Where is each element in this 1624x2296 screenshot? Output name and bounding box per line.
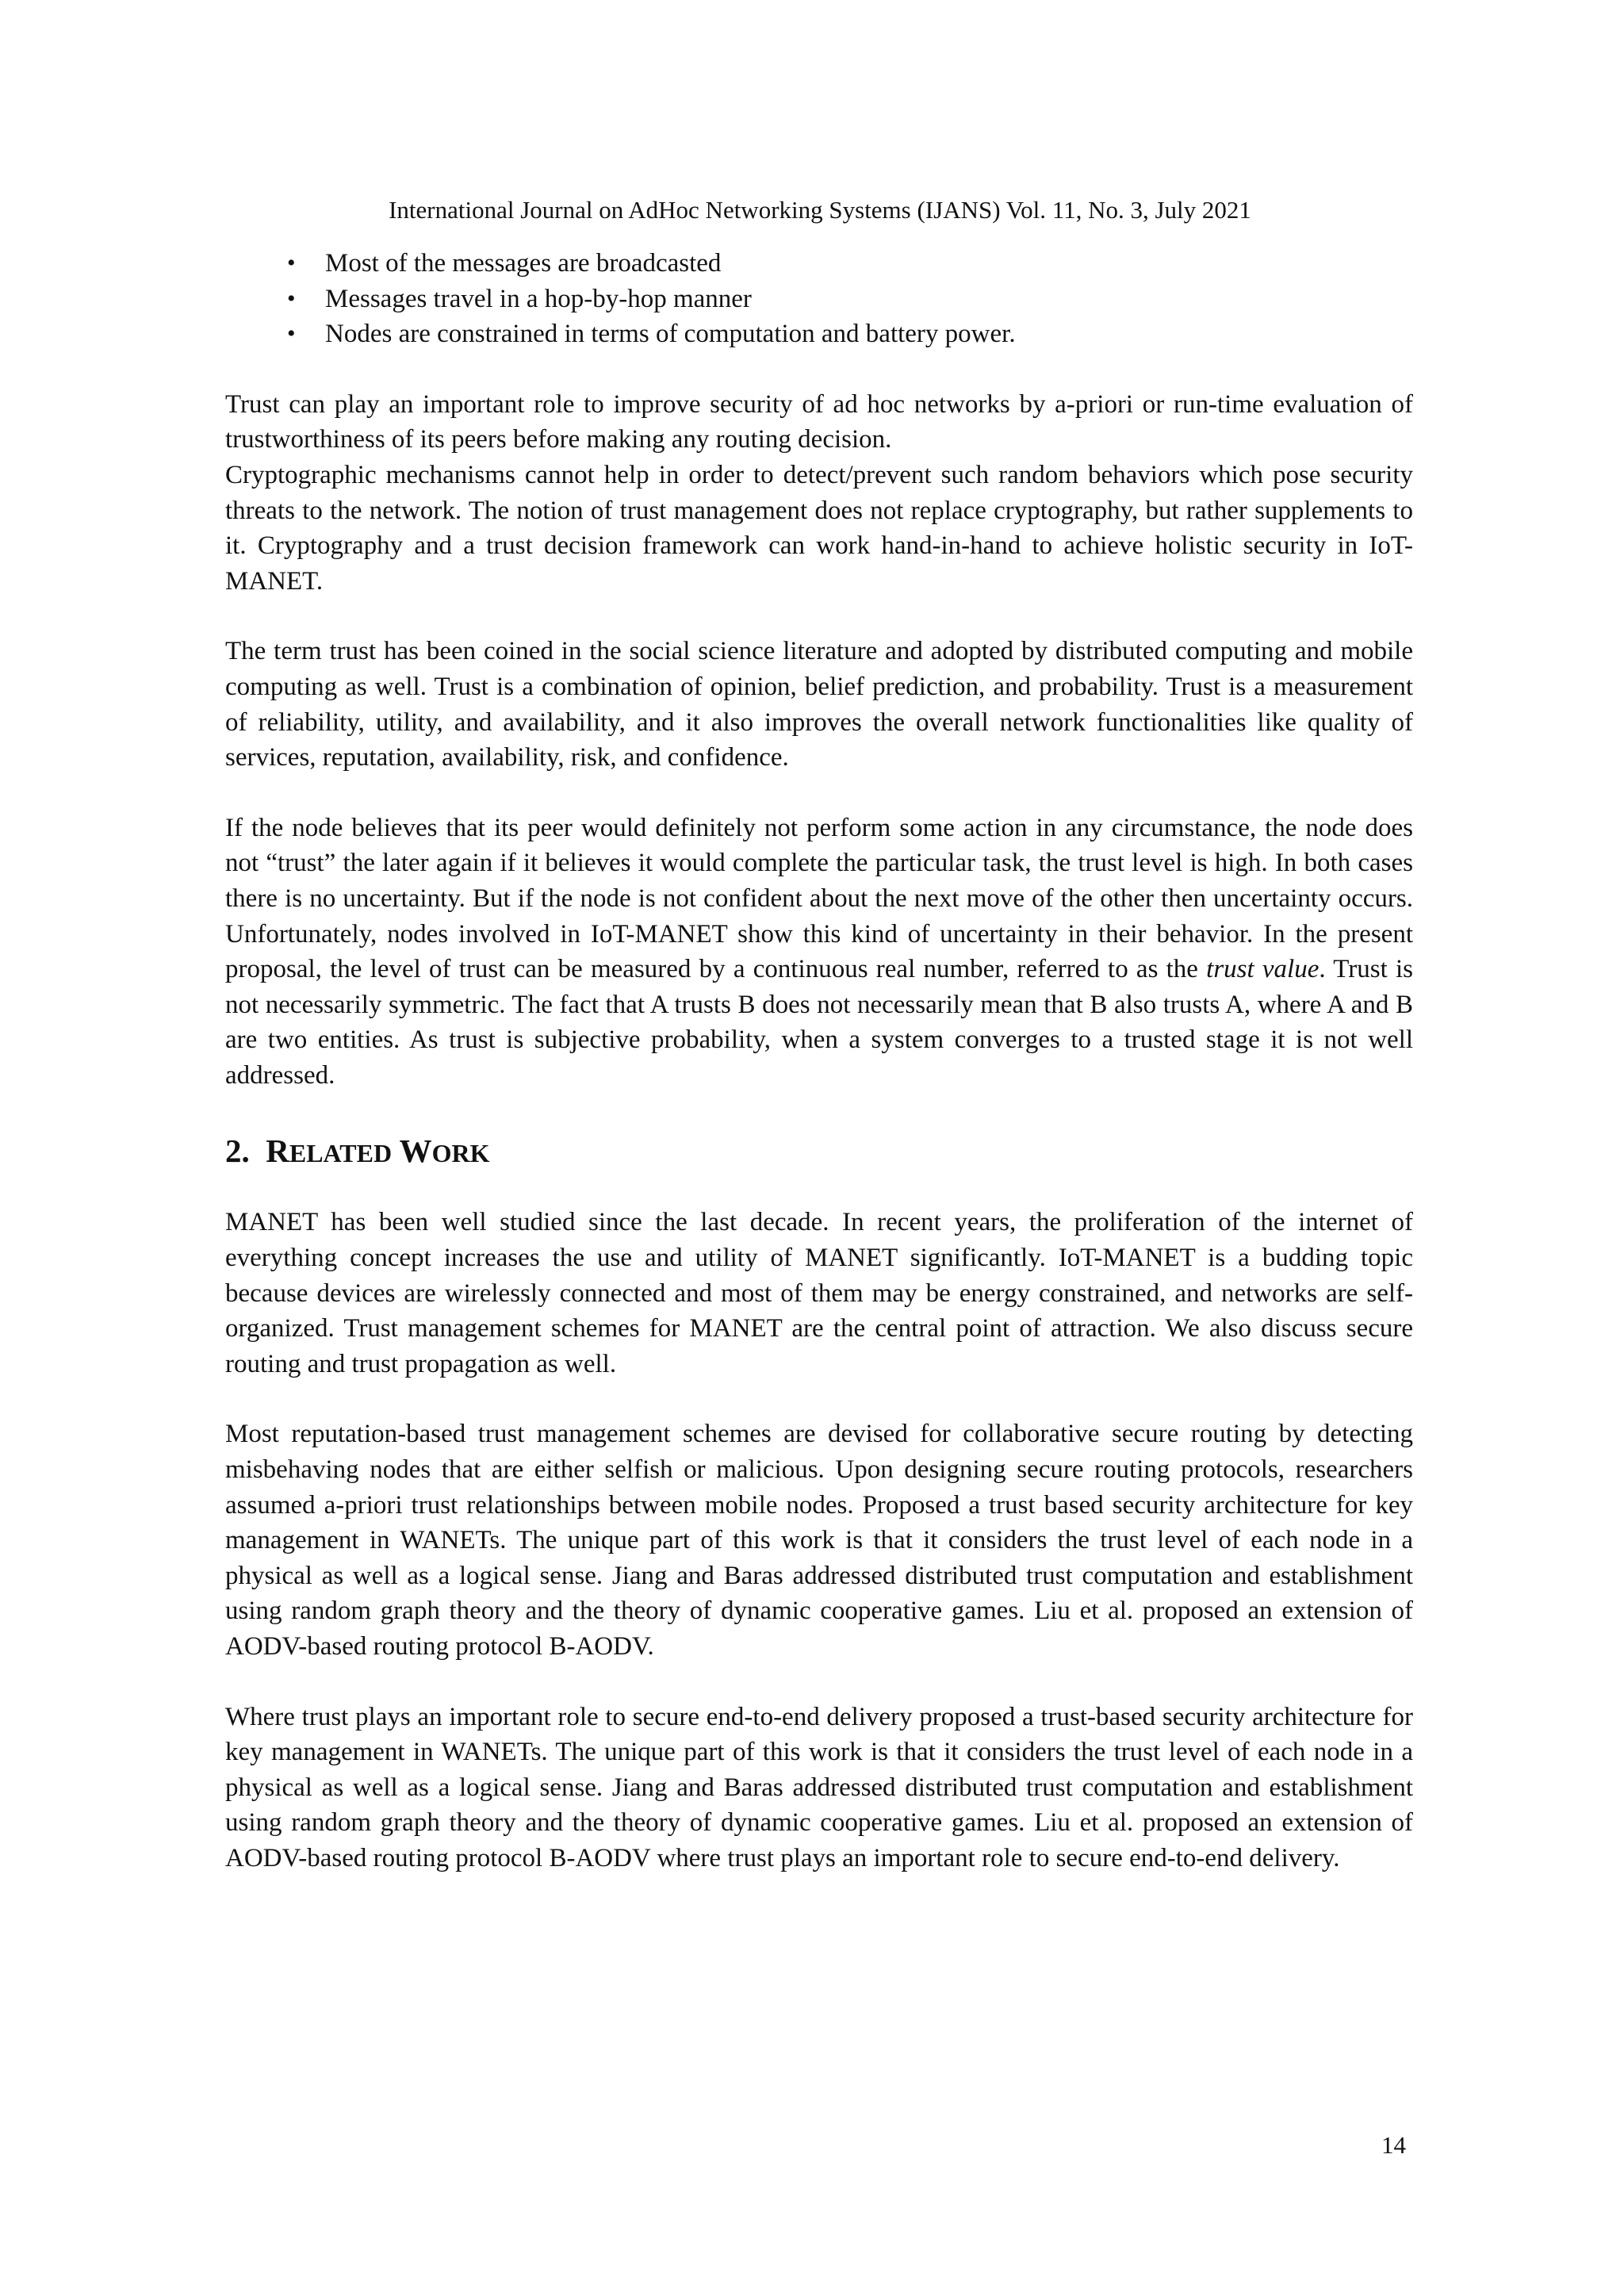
page-content: [225, 246, 1413, 1876]
paragraph-term-trust: The term trust has been coined in the social science literature and adopted by distributed computing and mobile computing as well. Trust is a combination of opinion, belief prediction, and probability. Trust is a measurement of reliability, utility, and availability, and it also improves the overall network functionalities like quality of services, reputation, availability, risk, and confidence.: [225, 637, 1413, 772]
list-item: [287, 246, 1413, 282]
bullet-icon: •: [287, 285, 296, 312]
paragraph-reputation-based: Most reputation-based trust management schemes are devised for collaborative secure routing by detecting misbehaving nodes that are either selfish or malicious. Upon designing secure routing protocols, researchers assumed a-priori trust relationships between mobile nodes. Proposed a trust based security architecture for key management in WANETs. The unique part of this work is that it considers the trust level of each node in a physical as well as a logical sense. Jiang and Baras addressed distributed trust computation and establishment using random graph theory and the theory of dynamic cooperative games. Liu et al. proposed an extension of AODV-based routing protocol B-AODV.: [225, 1420, 1413, 1661]
section-number: 2.: [225, 1133, 250, 1170]
page-number: 14: [1381, 2131, 1406, 2159]
bullet-text: Nodes are constrained in terms of computation and battery power.: [325, 320, 1016, 349]
trust-value-term: trust value: [1206, 955, 1320, 984]
paragraph-cryptographic: Cryptographic mechanisms cannot help in order to detect/prevent such random behaviors which pose security threats to the network. The notion of trust management does not replace cryptography, but rather supplements to it. Cryptography and a trust decision framework can work hand-in-hand to achieve holistic security in IoT-MANET.: [225, 460, 1413, 596]
paragraph-manet-studied: MANET has been well studied since the last decade. In recent years, the proliferation of the internet of everything concept increases the use and utility of MANET significantly. IoT-MANET is a budding topic because devices are wirelessly connected and most of them may be energy constrained, and networks are self-organized. Trust management schemes for MANET are the central point of attraction. We also discuss secure routing and trust propagation as well.: [225, 1208, 1413, 1378]
bullet-list: [287, 246, 1413, 352]
section-heading-related-work: 2. RELATED WORK: [225, 1133, 490, 1170]
bullet-text: Most of the messages are broadcasted: [325, 249, 722, 278]
list-item: [287, 316, 1413, 352]
paragraph-node-belief: If the node believes that its peer would definitely not perform some action in any circumstance, the node does not “trust” the later again if it believes it would complete the particular task, the trust level is high. In both cases there is no uncertainty. But if the node is not confident about the next move of the other then uncertainty occurs. Unfortunately, nodes involved in IoT-MANET show this kind of uncertainty in their behavior. In the present proposal, the level of trust can be measured by a continuous real number, referred to as the trust value. Trust is not necessarily symmetric. The fact that A trusts B does not necessarily mean that B also trusts A, where A and B are two entities. As trust is subjective probability, when a system converges to a trusted stage it is not well addressed.: [225, 813, 1413, 1090]
running-header: International Journal on AdHoc Networking Systems (IJANS) Vol. 11, No. 3, July 2021: [389, 196, 1251, 224]
list-item: [287, 282, 1413, 317]
bullet-icon: •: [287, 250, 296, 276]
paragraph-end-to-end: Where trust plays an important role to secure end-to-end delivery proposed a trust-based security architecture for key management in WANETs. The unique part of this work is that it considers the trust level of each node in a physical as well as a logical sense. Jiang and Baras addressed distributed trust computation and establishment using random graph theory and the theory of dynamic cooperative games. Liu et al. proposed an extension of AODV-based routing protocol B-AODV where trust plays an important role to secure end-to-end delivery.: [225, 1702, 1413, 1872]
bullet-icon: •: [287, 320, 296, 347]
bullet-text: Messages travel in a hop-by-hop manner: [325, 284, 752, 313]
paragraph-trust-role: Trust can play an important role to improve security of ad hoc networks by a-priori or run-time evaluation of trustworthiness of its peers before making any routing decision.: [225, 389, 1413, 454]
